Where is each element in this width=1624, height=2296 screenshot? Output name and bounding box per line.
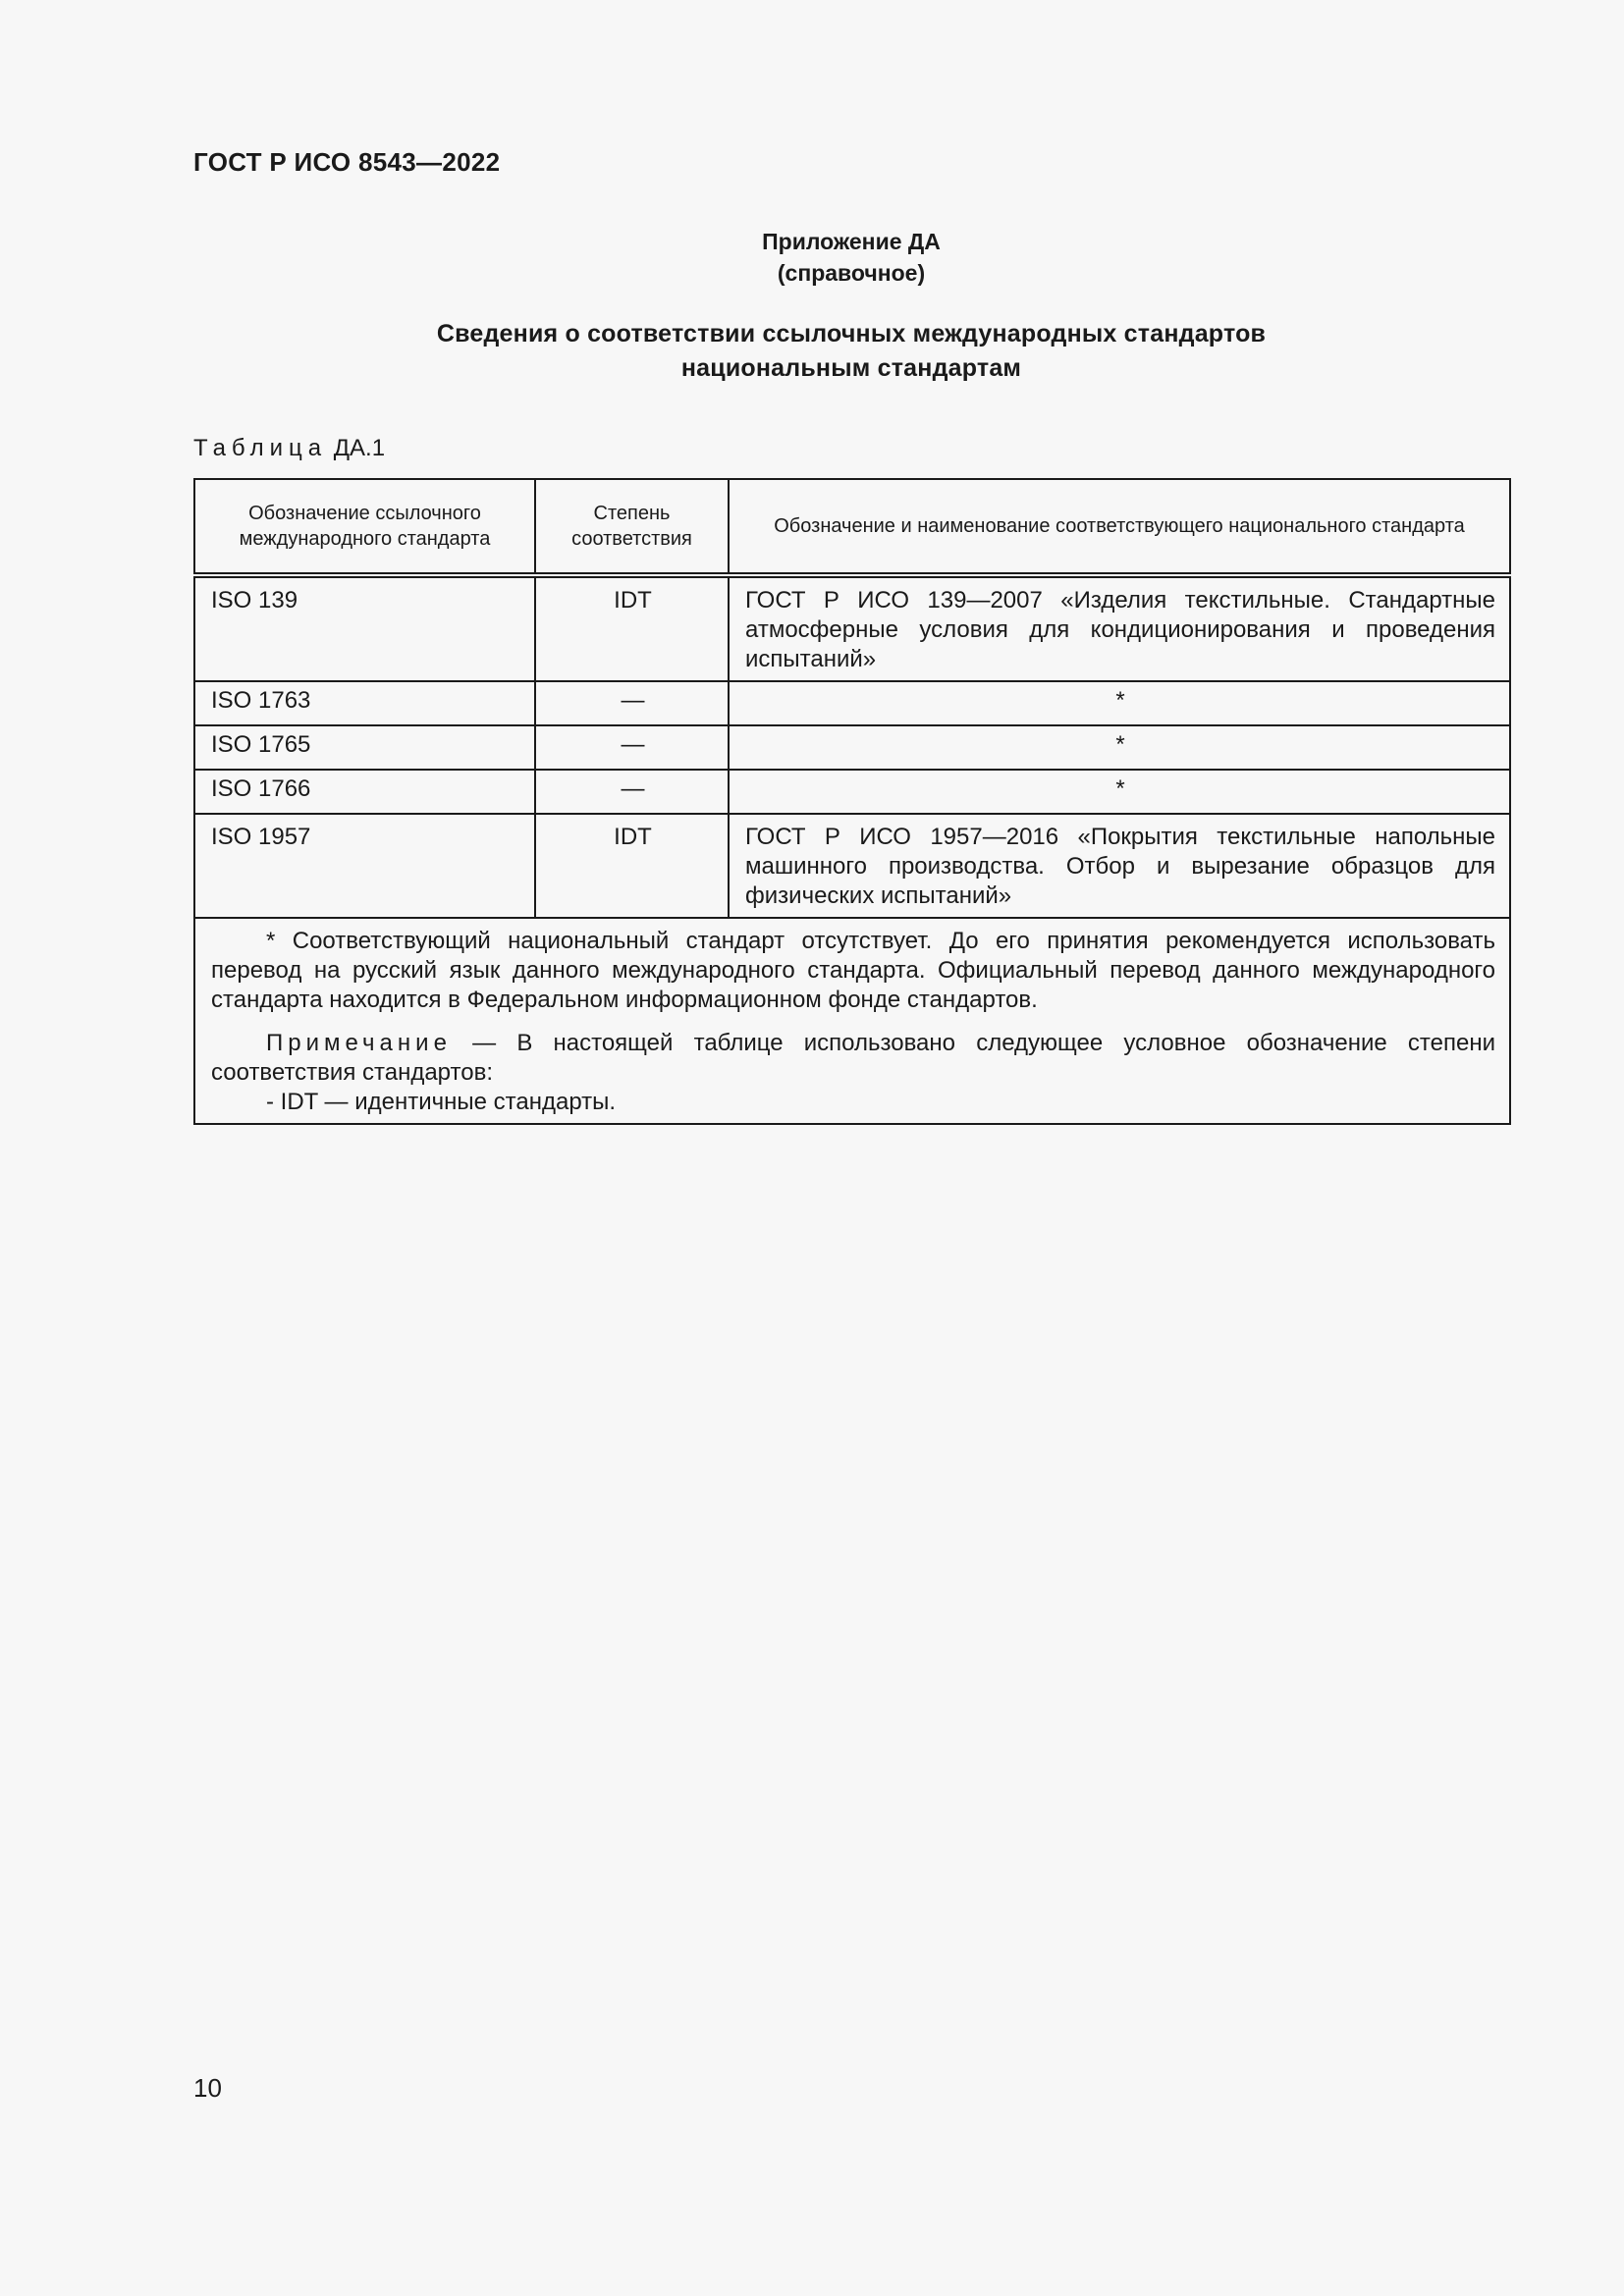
table-caption-label: Таблица	[193, 435, 328, 461]
cell-standard: ISO 1765	[194, 725, 535, 770]
column-header-international-standard: Обозначение ссылочного международного стандарта	[194, 479, 535, 575]
table-row	[194, 725, 1510, 770]
correspondence-table	[193, 478, 1511, 1125]
cell-degree: IDT	[535, 575, 729, 681]
appendix-heading	[0, 226, 1624, 289]
table-row	[194, 770, 1510, 814]
table-caption-number: ДА.1	[333, 435, 386, 461]
section-title-line-2: национальным стандартам	[680, 354, 1022, 382]
section-title	[0, 317, 1624, 386]
cell-national: *	[729, 725, 1510, 770]
cell-standard: ISO 139	[194, 575, 535, 681]
appendix-title: Приложение ДА	[762, 229, 941, 254]
cell-degree: —	[535, 681, 729, 725]
table-note	[211, 1029, 1495, 1088]
cell-national: ГОСТ Р ИСО 1957—2016 «Покрытия текстильные напольные машинного производства. Отбор и вырезание образцов для физических испытаний»	[729, 814, 1510, 918]
cell-degree: —	[535, 725, 729, 770]
table-row	[194, 575, 1510, 681]
cell-national: *	[729, 681, 1510, 725]
cell-degree: —	[535, 770, 729, 814]
note-label: Примечание	[266, 1030, 452, 1056]
note-item: - IDT — идентичные стандарты.	[266, 1089, 617, 1115]
table-caption	[193, 435, 385, 462]
cell-degree: IDT	[535, 814, 729, 918]
cell-national: ГОСТ Р ИСО 139—2007 «Изделия текстильные. Стандартные атмосферные условия для кондиционирования и проведения испытаний»	[729, 575, 1510, 681]
cell-standard: ISO 1766	[194, 770, 535, 814]
document-code: ГОСТ Р ИСО 8543—2022	[193, 147, 501, 177]
table-row	[194, 814, 1510, 918]
column-header-national-standard: Обозначение и наименование соответствующего национального стандарта	[729, 479, 1510, 575]
page-number: 10	[193, 2073, 222, 2103]
section-title-line-1: Сведения о соответствии ссылочных международных стандартов	[436, 320, 1267, 347]
note-text: — В настоящей таблице использовано следующее условное обозначение степени соответствия стандартов:	[211, 1030, 1496, 1086]
cell-standard: ISO 1763	[194, 681, 535, 725]
appendix-type: (справочное)	[777, 260, 926, 286]
table-footer-row	[194, 918, 1510, 1124]
column-header-degree: Степень соответствия	[535, 479, 729, 575]
table-footnote: * Соответствующий национальный стандарт отсутствует. До его принятия рекомендуется использовать перевод на русский язык данного международного стандарта. Официальный перевод данного международного стандарта находится в Федеральном информационном фонде стандартов.	[211, 928, 1495, 1013]
table-footer	[194, 918, 1510, 1124]
cell-standard: ISO 1957	[194, 814, 535, 918]
table-row	[194, 681, 1510, 725]
cell-national: *	[729, 770, 1510, 814]
table-header-row	[194, 479, 1510, 575]
